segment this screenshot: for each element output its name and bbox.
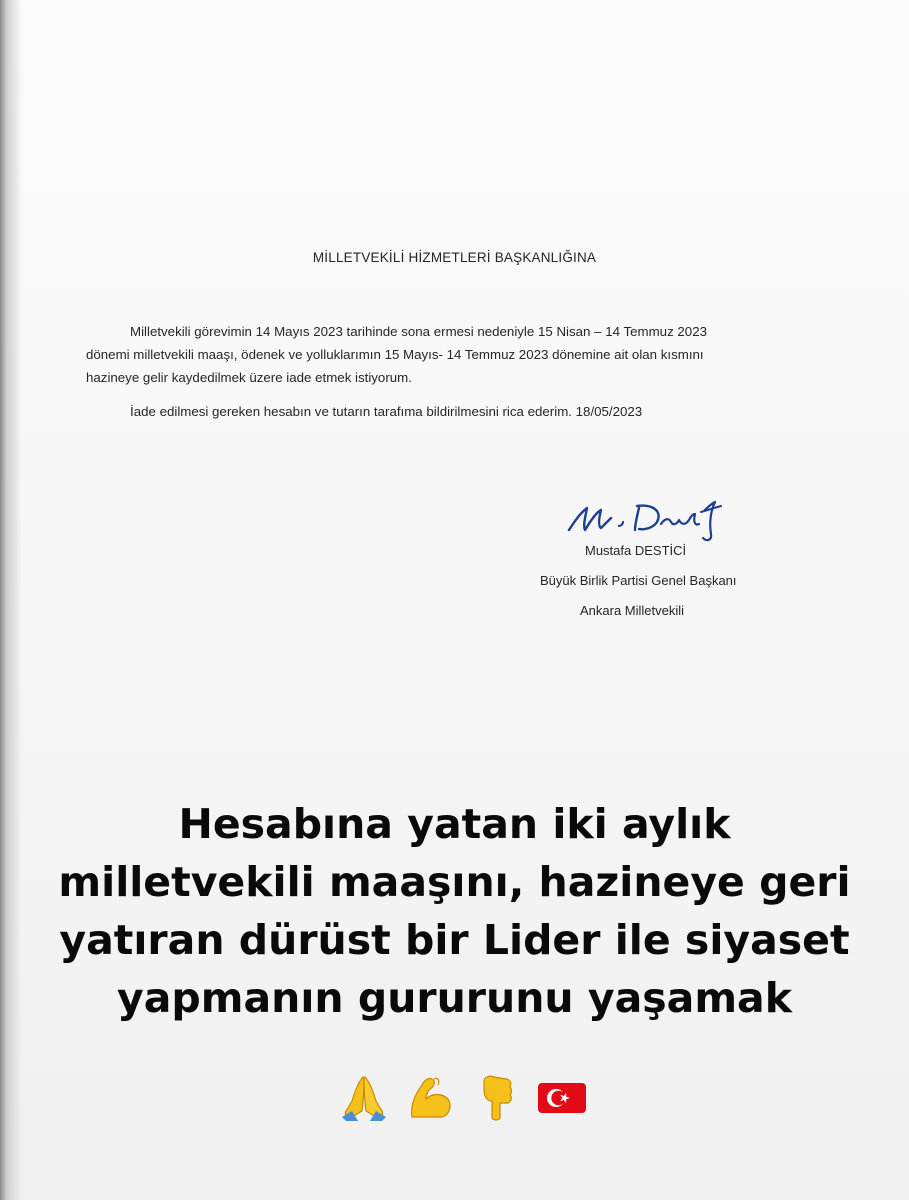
letter-body (86, 320, 850, 423)
letter-paragraph-2: İade edilmesi gereken hesabın ve tutarın tarafıma bildirilmesini rica ederim. 18/05/2023 (130, 404, 643, 419)
paragraph-line: hazineye gelir kaydedilmek üzere iade etmek istiyorum. (86, 370, 412, 385)
pointing-down-icon (470, 1071, 522, 1123)
folded-hands-icon (338, 1071, 390, 1123)
signatory-name: Mustafa DESTİCİ (585, 543, 687, 558)
signatory-title: Büyük Birlik Partisi Genel Başkanı (540, 573, 737, 588)
caption-line: Hesabına yatan iki aylık (178, 800, 731, 848)
caption-line: yapmanın gururunu yaşamak (117, 974, 792, 1022)
letter-paragraph-1 (86, 320, 850, 389)
caption-overlay (0, 795, 909, 1027)
paragraph-line: Milletvekili görevimin 14 Mayıs 2023 tarihinde sona ermesi nedeniyle 15 Nisan – 14 Temmuz 2023 (130, 324, 707, 339)
letter-heading: MİLLETVEKİLİ HİZMETLERİ BAŞKANLIĞINA (312, 250, 597, 265)
paragraph-line: dönemi milletvekili maaşı, ödenek ve yolluklarımın 15 Mayıs- 14 Temmuz 2023 dönemine ait olan kısmını (86, 347, 704, 362)
handwritten-signature (565, 496, 745, 546)
turkey-flag-icon (536, 1071, 588, 1123)
signatory-office: Ankara Milletvekili (580, 603, 685, 618)
flexed-biceps-icon (404, 1071, 456, 1123)
caption-line: yatıran dürüst bir Lider ile siyaset (59, 916, 850, 964)
caption-line: milletvekili maaşını, hazineye geri (58, 858, 851, 906)
emoji-row (8, 1062, 909, 1132)
